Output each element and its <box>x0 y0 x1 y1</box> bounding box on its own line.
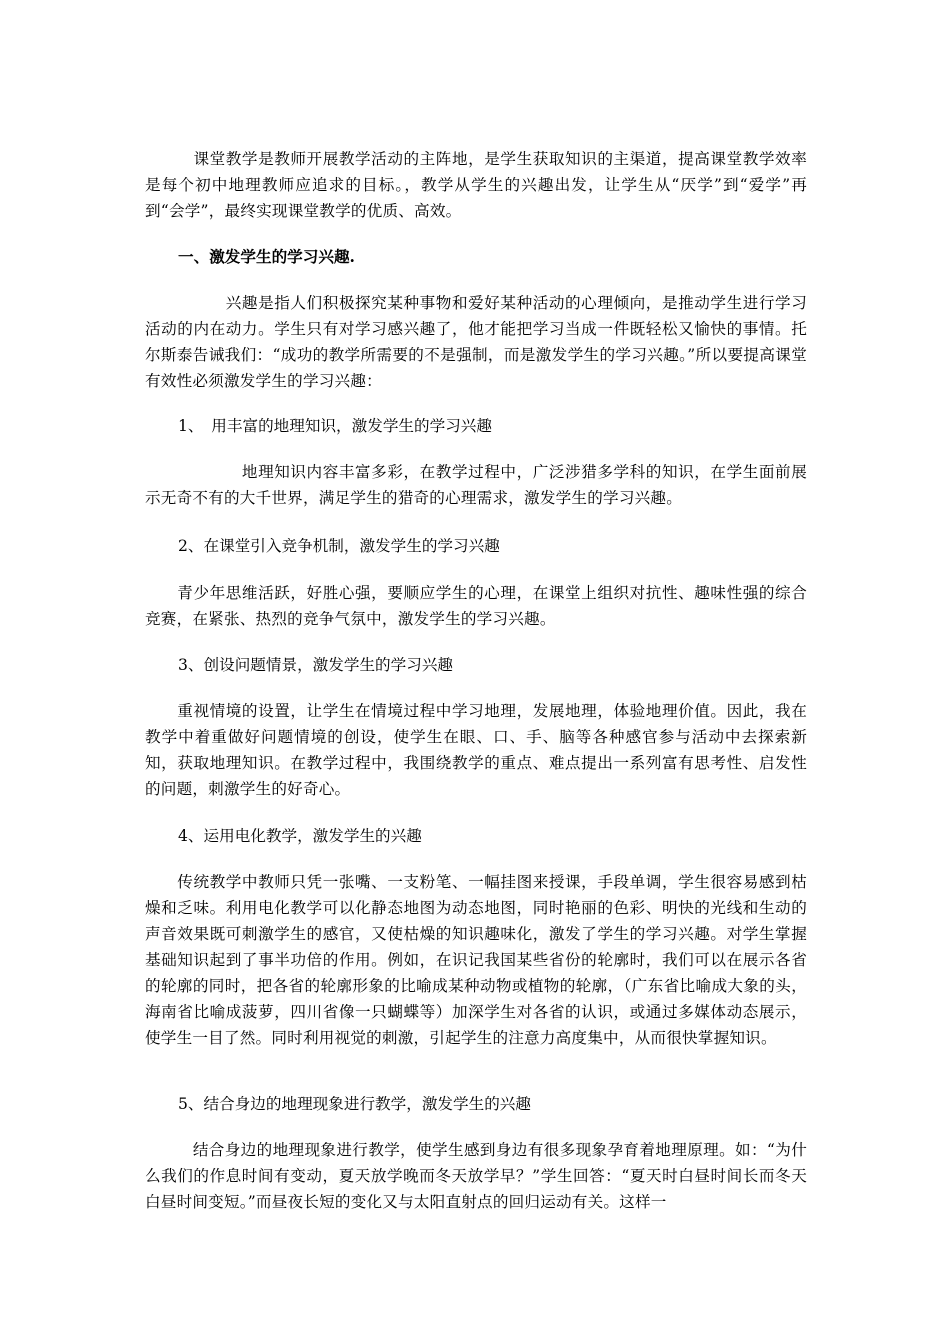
item-1-title: 1、 用丰富的地理知识，激发学生的学习兴趣 <box>178 417 492 435</box>
item-5-paragraph: 结合身边的地理现象进行教学，使学生感到身边有很多现象孕育着地理原理。如：“为什么我们的作息时间有变动，夏天放学晚而冬天放学早？”学生回答：“夏天时白昼时间长而冬天白昼时间变短。”而昼夜长短的变化又与太阳直射点的回归运动有关。这样一 <box>145 1141 807 1211</box>
item-1-paragraph: 地理知识内容丰富多彩，在教学过程中，广泛涉猎多学科的知识，在学生面前展示无奇不有的大千世界，满足学生的猎奇的心理需求，激发学生的学习兴趣。 <box>145 463 807 507</box>
section-1-heading: 一、激发学生的学习兴趣. <box>178 247 355 266</box>
item-4-title: 4、运用电化教学，激发学生的兴趣 <box>178 827 422 845</box>
item-3-paragraph: 重视情境的设置，让学生在情境过程中学习地理，发展地理，体验地理价值。因此，我在教学中着重做好问题情境的创设，使学生在眼、口、手、脑等各种感官参与活动中去探索新知，获取地理知识。在教学过程中，我围绕教学的重点、难点提出一系列富有思考性、启发性的问题，刺激学生的好奇心。 <box>145 702 807 798</box>
intro-paragraph: 课堂教学是教师开展教学活动的主阵地，是学生获取知识的主渠道，提高课堂教学效率是每个初中地理教师应追求的目标。，教学从学生的兴趣出发，让学生从“厌学”到“爱学”再到“会学”，最终实现课堂教学的优质、高效。 <box>145 150 807 220</box>
item-4-paragraph: 传统教学中教师只凭一张嘴、一支粉笔、一幅挂图来授课，手段单调，学生很容易感到枯燥和乏味。利用电化教学可以化静态地图为动态地图，同时艳丽的色彩、明快的光线和生动的声音效果既可刺激学生的感官，又使枯燥的知识趣味化，激发了学生的学习兴趣。对学生掌握基础知识起到了事半功倍的作用。例如，在识记我国某些省份的轮廓时，我们可以在展示各省的轮廓的同时，把各省的轮廓形象的比喻成某种动物或植物的轮廓，（广东省比喻成大象的头，海南省比喻成菠萝，四川省像一只蝴蝶等）加深学生对各省的认识，或通过多媒体动态展示，使学生一目了然。同时利用视觉的刺激，引起学生的注意力高度集中，从而很快掌握知识。 <box>145 873 807 1047</box>
item-2-paragraph: 青少年思维活跃，好胜心强，要顺应学生的心理，在课堂上组织对抗性、趣味性强的综合竞赛，在紧张、热烈的竞争气氛中，激发学生的学习兴趣。 <box>145 584 807 628</box>
section-1-intro-paragraph: 兴趣是指人们积极探究某种事物和爱好某种活动的心理倾向，是推动学生进行学习活动的内在动力。学生只有对学习感兴趣了，他才能把学习当成一件既轻松又愉快的事情。托尔斯泰告诫我们：“成功的教学所需要的不是强制，而是激发学生的学习兴趣。”所以要提高课堂有效性必须激发学生的学习兴趣： <box>145 294 807 390</box>
item-2-title: 2、在课堂引入竞争机制，激发学生的学习兴趣 <box>178 537 500 555</box>
item-5-title: 5、结合身边的地理现象进行教学，激发学生的兴趣 <box>178 1095 531 1113</box>
item-3-title: 3、创设问题情景，激发学生的学习兴趣 <box>178 656 454 674</box>
